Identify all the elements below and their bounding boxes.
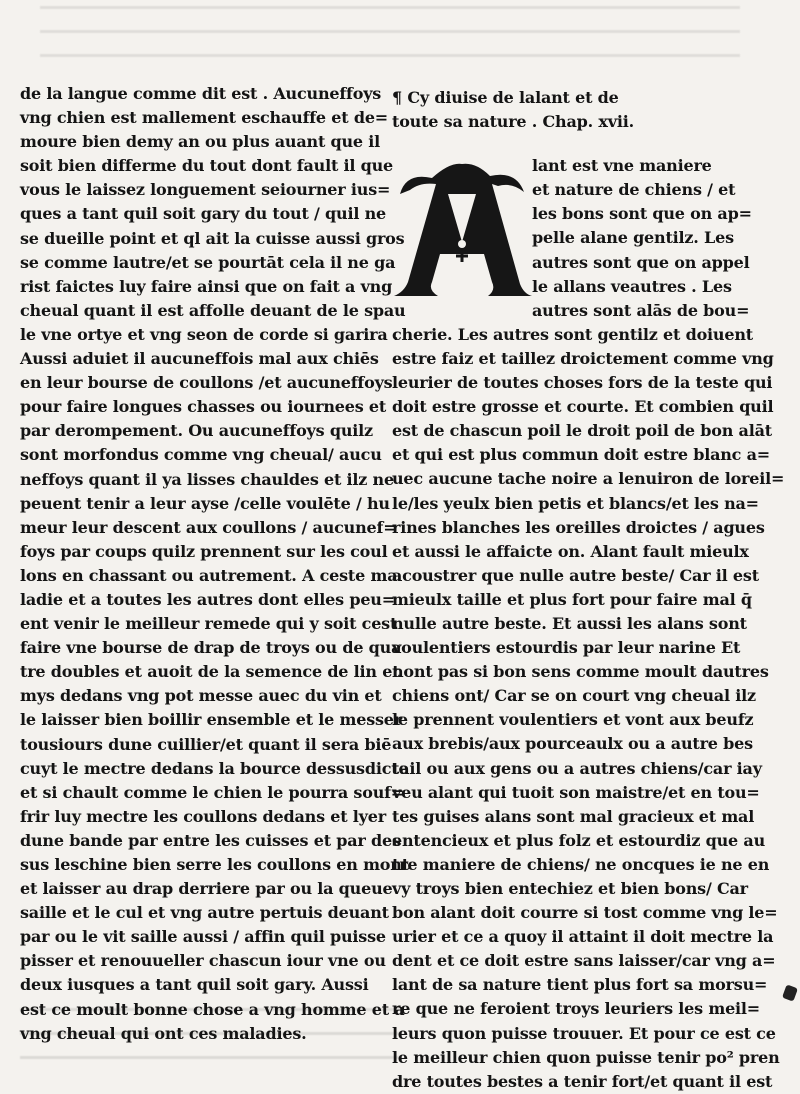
text-line: tre doubles et auoit de la semence de lin et [20, 662, 400, 682]
text-line: se dueille point et ql ait la cuisse aussi gros [20, 228, 405, 248]
text-line: et aussi le affaicte on. Alant fault mieulx [392, 541, 749, 561]
text-line: le laisser bien boillir ensemble et le messer [20, 710, 403, 730]
ink-blot [782, 984, 798, 1001]
text-line: moure bien demy an ou plus auant que il [20, 132, 381, 152]
text-line: rist faictes luy faire ainsi que on fait a vng [20, 276, 393, 296]
text-line: nont pas si bon sens comme moult dautres [392, 662, 769, 682]
text-line: mys dedans vng pot messe auec du vin et [20, 686, 382, 706]
text-line: le allans veautres . Les [532, 276, 732, 296]
text-line: les bons sont que on ap= [532, 204, 752, 224]
text-line: et si chault comme le chien le pourra souf= [20, 782, 405, 802]
chapter-heading [392, 86, 732, 134]
text-line: leurier de toutes choses fors de la teste qui [392, 373, 773, 393]
text-line: sont morfondus comme vng cheual/ aucu [20, 445, 382, 465]
text-line: nulle autre beste. Et aussi les alans sont [392, 613, 747, 633]
text-line: dent et ce doit estre sans laisser/car vng a= [392, 951, 776, 971]
text-line: estre faiz et taillez droictement comme vng [392, 348, 774, 368]
text-line: par derompement. Ou aucuneffoys quilz [20, 421, 373, 441]
text-line: bon alant doit courre si tost comme vng le= [392, 903, 778, 923]
text-line: le prennent voulentiers et vont aux beufz [392, 710, 754, 730]
text-line: cuyt le mectre dedans la bource dessusdicte [20, 758, 409, 778]
text-line: lant de sa nature tient plus fort sa morsu= [392, 975, 768, 995]
text-line: cheual quant il est affolle deuant de le spau [20, 300, 406, 320]
text-line: neffoys quant il ya lisses chauldes et ilz ne [20, 469, 394, 489]
text-line: vy troys bien entechiez et bien bons/ Car [392, 879, 748, 898]
decorated-initial-a [392, 154, 532, 300]
initial-block [392, 154, 752, 323]
text-line: vng cheual qui ont ces maladies. [20, 1023, 307, 1043]
text-line: cherie. Les autres sont gentilz et doiuent [392, 324, 753, 344]
text-line: tes guises alans sont mal gracieux et mal [392, 806, 755, 826]
text-line: meur leur descent aux coullons / aucunef= [20, 517, 397, 537]
text-line: sus leschine bien serre les coullons en mont [20, 855, 409, 874]
text-line: par ou le vit saille aussi / affin quil puisse [20, 927, 386, 947]
text-line: et nature de chiens / et [532, 180, 736, 200]
right-text-column [392, 86, 785, 1094]
text-line: chiens ont/ Car se on court vng cheual ilz [392, 686, 756, 706]
text-line: lant est vne maniere [532, 156, 712, 176]
text-line: est ce moult bonne chose a vng homme et a [20, 999, 405, 1019]
text-line: deux iusques a tant quil soit gary. Aussi [20, 975, 369, 995]
text-line: Aussi aduiet il aucuneffois mal aux chiēs [20, 349, 379, 369]
text-line: le/les yeulx bien petis et blancs/et les na= [392, 493, 759, 513]
text-line: pelle alane gentilz. Les [532, 228, 734, 248]
text-line: est de chascun poil le droit poil de bon alāt [392, 421, 772, 441]
text-line: en leur bourse de coullons /et aucuneffoys [20, 373, 393, 393]
text-line: leurs quon puisse trouuer. Et pour ce est ce [392, 1023, 776, 1043]
text-line: et qui est plus commun doit estre blanc a= [392, 445, 770, 465]
text-line: doit estre grosse et courte. Et combien quil [392, 397, 774, 417]
text-line: ¶ Cy diuise de lalant et de [392, 88, 619, 107]
text-line: veu alant qui tuoit son maistre/et en tou= [392, 782, 760, 802]
text-line: vng chien est mallement eschauffe et de= [20, 108, 389, 128]
text-line: re que ne feroient troys leuriers les meil= [392, 999, 761, 1019]
text-line: uec aucune tache noire a lenuiron de loreil= [392, 469, 785, 489]
text-line: acoustrer que nulle autre beste/ Car il est [392, 565, 759, 585]
text-line: entencieux et plus folz et estourdiz que au [392, 830, 766, 850]
text-line: pour faire longues chasses ou iournees et [20, 397, 387, 417]
text-line: autres sont alās de bou= [532, 300, 750, 320]
text-line: foys par coups quilz prennent sur les coul [20, 541, 388, 561]
text-line: faire vne bourse de drap de troys ou de qua [20, 638, 402, 658]
text-line: de la langue comme dit est . Aucuneffoys [20, 84, 382, 103]
text-line: rines blanches les oreilles droictes / agues [392, 517, 765, 537]
text-line: saille et le cul et vng autre pertuis deuant [20, 903, 389, 923]
text-line: lons en chassant ou autrement. A ceste ma [20, 565, 398, 585]
text-line: frir luy mectre les coullons dedans et lyer [20, 806, 386, 826]
text-line: urier et ce a quoy il attaint il doit mectre la [392, 927, 774, 947]
text-line: autres sont que on appel [532, 252, 750, 272]
text-line: tre maniere de chiens/ ne oncques ie ne en [392, 854, 770, 874]
text-line: le vne ortye et vng seon de corde si garira . [20, 324, 399, 344]
show-through-top [40, 6, 740, 76]
right-paragraph [392, 323, 785, 1094]
text-line: tail ou aux gens ou a autres chiens/car iay [392, 758, 762, 778]
text-line: aux brebis/aux pourceaulx ou a autre bes [392, 734, 753, 754]
text-line: mieulx taille et plus fort pour faire mal q̄ [392, 589, 752, 609]
left-text-column [20, 82, 409, 1046]
text-line: et laisser au drap derriere par ou la queue [20, 879, 393, 899]
text-line: voulentiers estourdis par leur narine Et [392, 638, 741, 658]
text-line: se comme lautre/et se pourtāt cela il ne ga [20, 252, 396, 272]
text-line: ques a tant quil soit gary du tout / quil ne [20, 204, 387, 224]
text-line: vous le laissez longuement seiourner ius= [20, 180, 391, 200]
text-line: tousiours dune cuillier/et quant il sera biē [20, 734, 392, 754]
text-line: le meilleur chien quon puisse tenir po² pren [392, 1047, 780, 1067]
text-line: dune bande par entre les cuisses et par des [20, 830, 401, 850]
text-line: dre toutes bestes a tenir fort/et quant il est [392, 1071, 773, 1091]
text-line: ladie et a toutes les autres dont elles peu= [20, 589, 395, 609]
text-line: pisser et renouueller chascun iour vne ou [20, 951, 386, 971]
text-line: ent venir le meilleur remede qui y soit cest [20, 614, 398, 634]
text-line: toute sa nature . Chap. xvii. [392, 112, 634, 132]
text-line: soit bien differme du tout dont fault il que [20, 156, 394, 176]
text-line: peuent tenir a leur ayse /celle voulēte / hu [20, 493, 390, 513]
